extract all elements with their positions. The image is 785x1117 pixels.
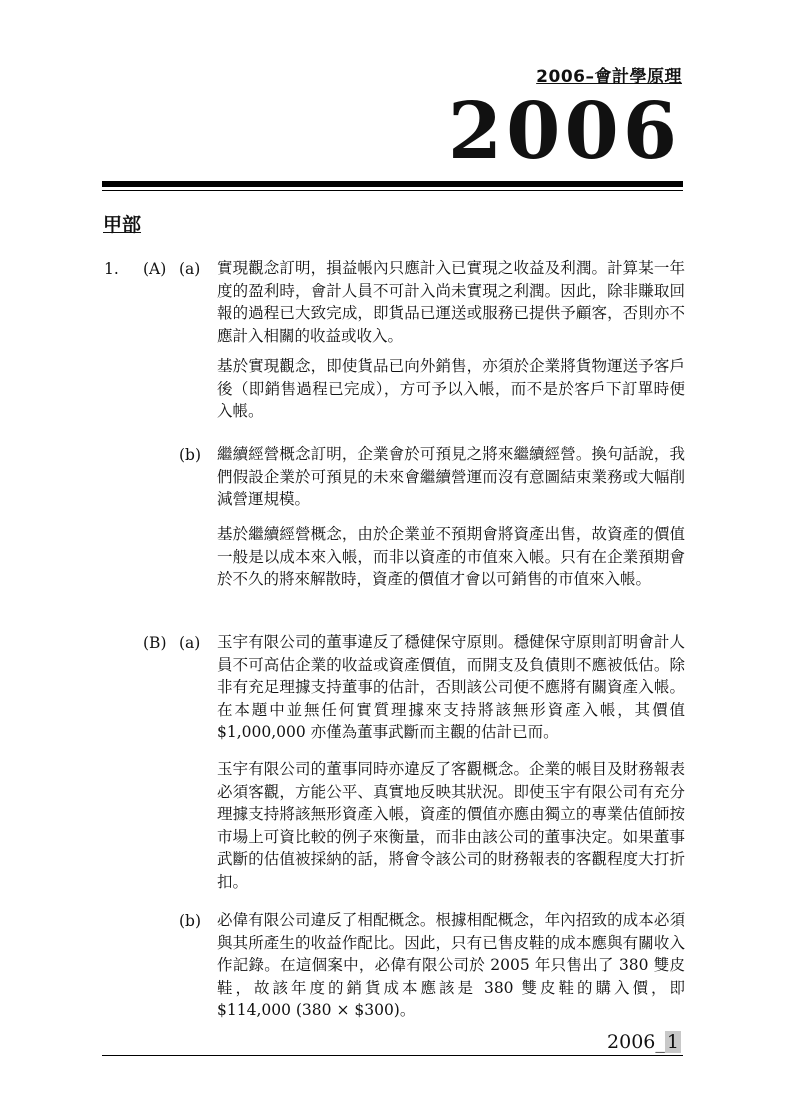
- sub-label-b: (b): [179, 446, 202, 464]
- paragraph-A-b-1: 繼續經營概念訂明，企業會於可預見之將來繼續經營。換句話說，我們假設企業於可預見的未來會繼續營運而沒有意圖結束業務或大幅削減營運規模。: [217, 445, 685, 508]
- header-rule-thin: [102, 190, 683, 191]
- page-number-prefix: 2006_: [607, 1031, 665, 1053]
- question-number: 1.: [104, 260, 119, 278]
- header-year: 2006: [447, 86, 681, 177]
- sub-label-a: (a): [179, 260, 201, 278]
- sub-label-a: (a): [179, 634, 201, 652]
- sub-label-b: (b): [179, 912, 202, 930]
- header-rule-thick: [102, 181, 683, 187]
- paragraph-A-b-2: 基於繼續經營概念，由於企業並不預期會將資產出售，故資產的價值一般是以成本來入帳，而非以資產的市值來入帳。只有在企業預期會於不久的將來解散時，資產的價值才會以可銷售的市值來入帳。: [217, 525, 685, 588]
- part-label-a: (A): [143, 260, 167, 278]
- part-label-b: (B): [143, 634, 167, 652]
- paragraph-B-a-2: 玉宇有限公司的董事同時亦違反了客觀概念。企業的帳目及財務報表必須客觀，方能公平、真實地反映其狀況。即使玉宇有限公司有充分理據支持將該無形資產入帳，資產的價值亦應由獨立的專業估值師按市場上可資比較的例子來衡量，而非由該公司的董事決定。如果董事武斷的估值被採納的話，將會令該公司的財務報表的客觀程度大打折扣。: [217, 760, 685, 891]
- header-subject: 2006–會計學原理: [536, 67, 682, 87]
- paragraph-A-a-1: 實現觀念訂明，損益帳內只應計入已實現之收益及利潤。計算某一年度的盈利時，會計人員不可計入尚未實現之利潤。因此，除非賺取回報的過程已大致完成，即貨品已運送或服務已提供予顧客，否則亦不應計入相關的收益或收入。: [217, 259, 685, 345]
- page-number-digit: 1: [666, 1031, 679, 1053]
- page-number: [607, 1031, 681, 1053]
- paragraph-A-a-2: 基於實現觀念，即使貨品已向外銷售，亦須於企業將貨物運送予客戶後（即銷售過程已完成），方可予以入帳，而不是於客戶下訂單時便入帳。: [217, 357, 685, 420]
- footer-rule: [102, 1055, 683, 1056]
- section-title: 甲部: [103, 214, 142, 236]
- paragraph-B-a-1: 玉宇有限公司的董事違反了穩健保守原則。穩健保守原則訂明會計人員不可高估企業的收益或資產價值，而開支及負債則不應被低估。除非有充足理據支持董事的估計，否則該公司便不應將有關資產入帳。在本題中並無任何實質理據來支持將該無形資產入帳，其價值$1,000,000 亦僅為董事武斷而主觀的估計已而。: [217, 633, 685, 741]
- paragraph-B-b-1: 必偉有限公司違反了相配概念。根據相配概念，年內招致的成本必須與其所產生的收益作配比。因此，只有已售皮鞋的成本應與有關收入作記錄。在這個案中，必偉有限公司於 2005 年只售出了 380 雙皮鞋，故該年度的銷貨成本應該是 380 雙皮鞋的購入價，即$114,000 (380 × $300)。: [217, 911, 685, 1019]
